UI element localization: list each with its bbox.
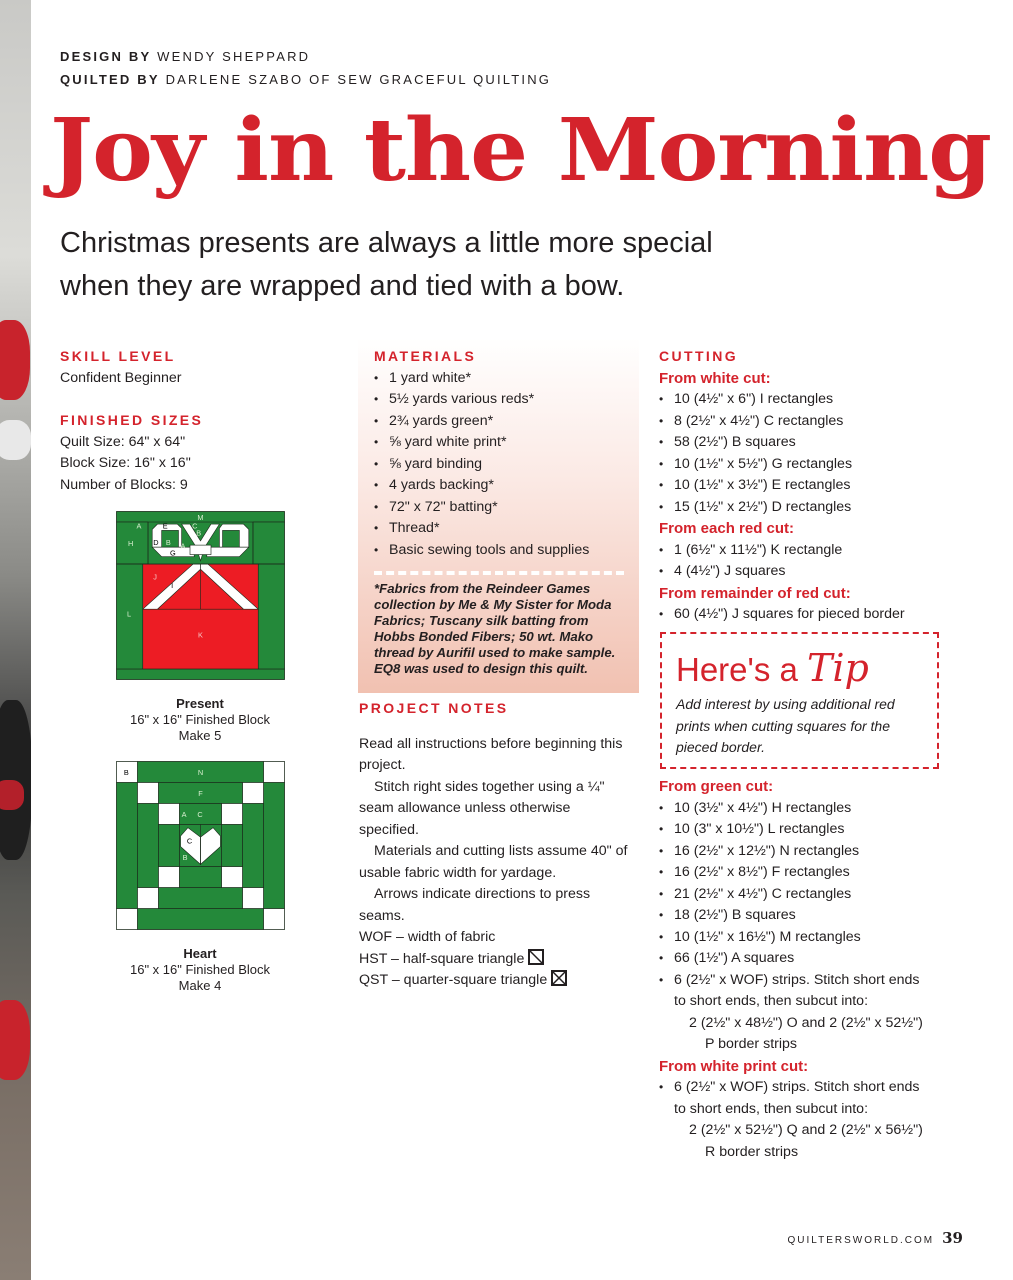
- tip-body: Add interest by using additional red prints when cutting squares for the pieced border.: [676, 696, 895, 755]
- tip-script: Tip: [807, 646, 869, 690]
- note-paragraph: Materials and cutting lists assume 40" of usable fabric width for yardage.: [359, 843, 628, 881]
- label-l: [127, 609, 131, 618]
- list-item: • 21 (2½" x 4½") C rectangles: [659, 884, 949, 906]
- quilter: DARLENE SZABO OF SEW GRACEFUL QUILTING: [165, 72, 552, 87]
- materials-list: [358, 368, 639, 562]
- list-item: • ⅝ yard binding: [374, 454, 639, 476]
- project-notes: [359, 698, 634, 992]
- subtitle-line: Christmas presents are always a little more special: [60, 227, 713, 259]
- abbrev-wof: WOF – width of fabric: [359, 929, 496, 945]
- red-cut-label: From each red cut:: [659, 520, 795, 537]
- qst-icon: [551, 970, 567, 986]
- print-cut-label: From white print cut:: [659, 1057, 809, 1075]
- list-item: • 10 (1½" x 16½") M rectangles: [659, 927, 949, 949]
- label-k: [198, 630, 203, 639]
- block-name: Present: [176, 696, 224, 711]
- subcut-line: 2 (2½" x 52½") Q and 2 (2½" x 56½"): [689, 1122, 923, 1138]
- block-size: 16" x 16" Finished Block: [129, 712, 271, 727]
- white-cut-label: From white cut:: [659, 369, 771, 387]
- list-continuation: to short ends, then subcut into:: [674, 993, 869, 1009]
- list-item: • 5½ yards various reds*: [374, 389, 639, 411]
- list-item: • 1 yard white*: [374, 368, 639, 390]
- subcut-line: P border strips: [705, 1036, 797, 1052]
- label-a: [136, 521, 141, 530]
- label-f: [198, 789, 203, 798]
- skill-value: Confident Beginner: [60, 369, 182, 386]
- label-n: [198, 768, 203, 777]
- list-item: • 18 (2½") B squares: [659, 905, 949, 927]
- label-b: [124, 768, 129, 777]
- list-item: • 10 (4½" x 6") I rectangles: [659, 389, 949, 411]
- skill-heading: SKILL LEVEL: [60, 348, 176, 364]
- quilted-label: QUILTED BY: [60, 72, 160, 87]
- list-item: • 10 (3" x 10½") L rectangles: [659, 819, 949, 841]
- subcut-line: R border strips: [705, 1143, 799, 1160]
- present-block-diagram: [116, 511, 285, 680]
- footer-site: QUILTERSWORLD.COM: [787, 1235, 935, 1246]
- block-size: Block Size: 16" x 16": [60, 455, 191, 471]
- label-b: [183, 853, 188, 862]
- red-remainder-list: [659, 604, 949, 626]
- abbrev-hst: HST – half-square triangle: [359, 950, 525, 967]
- list-item: • 72" x 72" batting*: [374, 497, 639, 519]
- list-item: • 10 (1½" x 3½") E rectangles: [659, 475, 949, 497]
- cutting-section-continued: [659, 776, 949, 1163]
- list-item: • ⅝ yard white print*: [374, 432, 639, 454]
- abbrev-qst: QST – quarter-square triangle: [359, 972, 548, 988]
- label-a: [181, 541, 186, 550]
- label-c: [187, 836, 193, 845]
- label-a: [182, 810, 187, 819]
- materials-heading: MATERIALS: [374, 348, 477, 364]
- page-footer: [788, 1229, 963, 1247]
- photo-strip: [0, 0, 31, 1280]
- sizes-heading: FINISHED SIZES: [60, 412, 204, 428]
- quilt-size: Quilt Size: 64" x 64": [60, 433, 186, 450]
- list-item: • 58 (2½") B squares: [659, 432, 949, 454]
- designer: WENDY SHEPPARD: [157, 49, 311, 64]
- notes-heading: PROJECT NOTES: [359, 700, 509, 716]
- block-size: 16" x 16" Finished Block: [129, 962, 271, 977]
- label-m: [197, 513, 203, 522]
- white-cut-list: [659, 389, 949, 518]
- subtitle: [60, 222, 780, 308]
- block-make: Make 4: [178, 978, 222, 993]
- list-item: • 6 (2½" x WOF) strips. Stitch short ends: [659, 1077, 949, 1099]
- list-item: • 10 (3½" x 4½") H rectangles: [659, 798, 949, 820]
- list-item: • 16 (2½" x 12½") N rectangles: [659, 841, 949, 863]
- left-column: [60, 346, 320, 496]
- tip-title: Here's a: [676, 651, 798, 688]
- label-b: [196, 529, 201, 538]
- tip-box: [660, 632, 939, 769]
- note-paragraph: Stitch right sides together using a ¼" seam allowance unless otherwise specified.: [359, 778, 605, 838]
- design-label: DESIGN BY: [60, 49, 152, 64]
- block-count: Number of Blocks: 9: [60, 476, 188, 493]
- page-number: 39: [942, 1229, 963, 1247]
- green-cut-label: From green cut:: [659, 778, 774, 795]
- list-item: • 4 (4½") J squares: [659, 561, 949, 583]
- list-item: • 15 (1½" x 2½") D rectangles: [659, 497, 949, 519]
- cutting-heading: CUTTING: [659, 348, 739, 364]
- green-cut-list: [659, 798, 949, 992]
- hst-icon: [528, 949, 544, 965]
- block-make: Make 5: [178, 728, 222, 743]
- label-i: [171, 581, 173, 590]
- credits: [60, 45, 551, 91]
- list-item: • Thread*: [374, 518, 639, 540]
- label-e: [163, 521, 168, 530]
- list-item: • 10 (1½" x 5½") G rectangles: [659, 454, 949, 476]
- list-item: • 8 (2½" x 4½") C rectangles: [659, 411, 949, 433]
- present-caption: [100, 696, 300, 744]
- subcut-line: 2 (2½" x 48½") O and 2 (2½" x 52½"): [689, 1014, 923, 1031]
- label-c: [197, 810, 203, 819]
- label-g: [170, 549, 176, 558]
- red-remainder-label: From remainder of red cut:: [659, 584, 851, 602]
- label-j: [153, 573, 157, 582]
- label-h: [128, 539, 133, 548]
- list-item: • 60 (4½") J squares for pieced border: [659, 604, 949, 626]
- red-cut-list: [659, 540, 949, 583]
- heart-block-diagram: [116, 761, 285, 930]
- label-b: [166, 538, 171, 547]
- block-name: Heart: [183, 946, 217, 961]
- list-continuation: to short ends, then subcut into:: [674, 1100, 869, 1117]
- note-paragraph: Arrows indicate directions to press seams.: [359, 886, 591, 924]
- list-item: • 16 (2½" x 8½") F rectangles: [659, 862, 949, 884]
- materials-section: [358, 346, 639, 677]
- list-item: • 2¾ yards green*: [374, 411, 639, 433]
- list-item: • 6 (2½" x WOF) strips. Stitch short ends: [659, 970, 949, 992]
- label-d: [153, 538, 158, 547]
- list-item: • 66 (1½") A squares: [659, 948, 949, 970]
- list-item: • Basic sewing tools and supplies: [374, 540, 639, 562]
- list-item: • 4 yards backing*: [374, 475, 639, 497]
- note-paragraph: Read all instructions before beginning this project.: [359, 735, 623, 773]
- divider: [374, 571, 624, 575]
- list-item: • 1 (6½" x 11½") K rectangle: [659, 540, 949, 562]
- materials-footnote: *Fabrics from the Reindeer Games collection by Me & My Sister for Moda Fabrics; Tuscany silk batting from Hobbs Bonded Fibers; 50 wt. Mako thread by Aurifil used to make sample. EQ8 was used to design this quilt.: [374, 581, 616, 676]
- subtitle-line: when they are wrapped and tied with a bow.: [60, 270, 625, 302]
- heart-caption: [100, 946, 300, 994]
- print-cut-list: [659, 1077, 949, 1099]
- cutting-section: [659, 346, 949, 626]
- page-title: Joy in the Morning: [50, 100, 991, 201]
